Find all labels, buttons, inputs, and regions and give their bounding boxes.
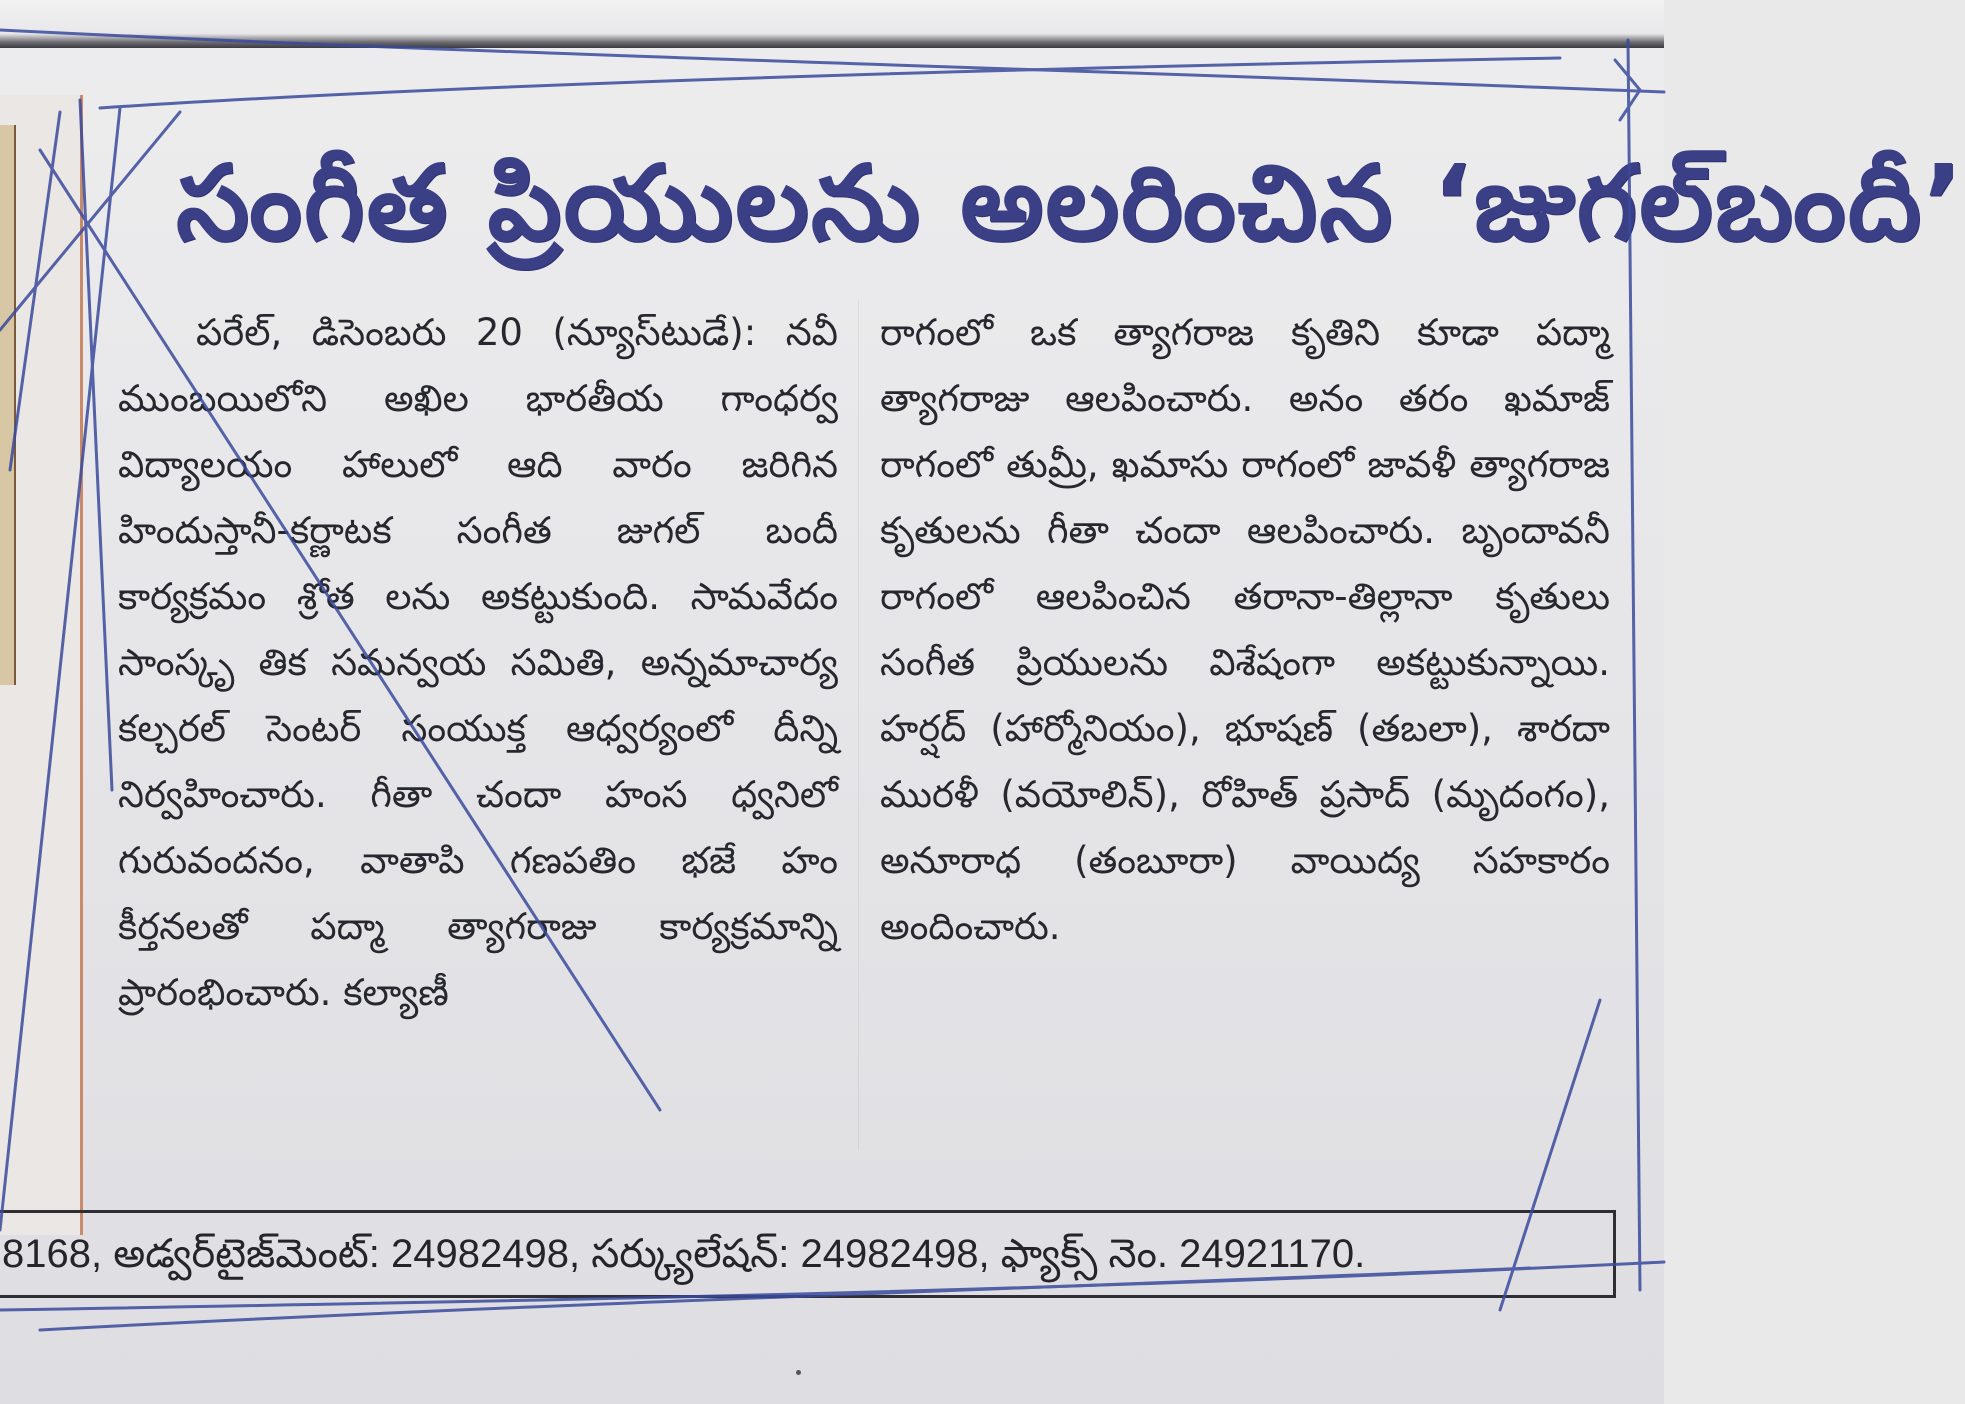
contact-footer: 8168, అడ్వర్‌టైజ్‌మెంట్: 24982498, సర్క్యులేషన్: 24982498, ఫ్యాక్స్ నెం. 24921170. bbox=[0, 1210, 1616, 1298]
article-headline: సంగీత ప్రియులను అలరించిన ‘జుగల్‌బందీ’ bbox=[176, 142, 1965, 264]
pen-line-right-hook bbox=[1615, 60, 1640, 120]
article-right-column bbox=[880, 300, 1610, 1180]
adjacent-clipping-strip bbox=[0, 125, 16, 685]
column-divider bbox=[858, 300, 859, 1150]
ink-speck bbox=[796, 1370, 801, 1375]
pen-line-left-vertical bbox=[80, 100, 112, 790]
pen-line-top-2 bbox=[100, 58, 1560, 108]
adjacent-clipping-edge bbox=[0, 95, 83, 1235]
right-column-text: రాగంలో ఒక త్యాగరాజ కృతిని కూడా పద్మా త్యాగరాజు ఆలపించారు. అనం తరం ఖమాజ్ రాగంలో తుమ్రీ, ఖమాసు రాగంలో జావళీ త్యాగరాజ కృతులను గీతా చందా ఆలపించారు. బృందావనీ రాగంలో ఆలపించిన తరానా-తిల్లానా కృతులు సంగీత ప్రియులను విశేషంగా అకట్టుకున్నాయి. హర్షద్ (హార్మోనియం), భూషణ్ (తబలా), శారదా మురళీ (వయోలిన్), రోహిత్ ప్రసాద్ (మృదంగం), అనూరాధ (తంబూరా) వాయిద్య సహకారం అందించారు. bbox=[880, 311, 1610, 948]
left-column-text: పరేల్, డిసెంబరు 20 (న్యూస్‌టుడే): నవీ ముంబయిలోని అఖిల భారతీయ గాంధర్వ విద్యాలయం హాలులో ఆది వారం జరిగిన హిందుస్తానీ-కర్ణాటక సంగీత జుగల్ బందీ కార్యక్రమం శ్రోత లను అకట్టుకుంది. సామవేదం సాంస్కృ తిక సమన్వయ సమితి, అన్నమాచార్య కల్చరల్ సెంటర్ సంయుక్త ఆధ్వర్యంలో దీన్ని నిర్వహించారు. గీతా చందా హంస ధ్వనిలో గురువందనం, వాతాపి గణపతిం భజే హం కీర్తనలతో పద్మా త్యాగరాజు కార్యక్రమాన్ని ప్రారంభించారు. కల్యాణీ bbox=[118, 311, 838, 1014]
top-border-band bbox=[0, 0, 1664, 48]
article-left-column bbox=[118, 300, 838, 1180]
